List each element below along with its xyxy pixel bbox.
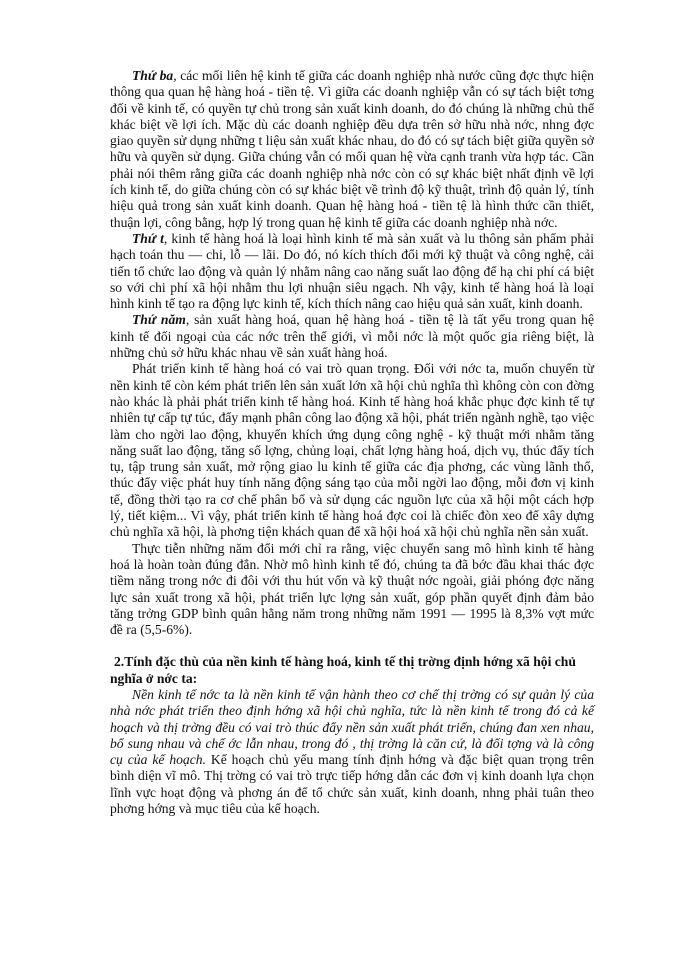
paragraph-closing [110,687,594,817]
closing-normal-text: Kế hoạch chủ yếu mang tính định hớng và đặc biệt quan trọng trên bình diện vĩ mô. Thị trờng có vai trò trực tiếp hớng dẫn các đơn vị kinh doanh lựa chọn lĩnh vực hoạt động và phơng án để tổ chức sản xuất, kinh doanh, nhng phải tuân theo phơng hớng và mục tiêu của kế hoạch. [110,752,594,817]
paragraph-text: Thực tiễn những năm đổi mới chỉ ra rằng, việc chuyển sang mô hình kinh tế hàng hoá là hoàn toàn đúng đắn. Nhờ mô hình kinh tế đó, chúng ta đã bớc đầu khai thác đợc tiềm năng trong nớc đi đôi với thu hút vốn và kỹ thuật nớc ngoài, giải phóng đợc năng lực sản xuất trong xã hội, phát triển lực lợng sản xuất, góp phần quyết định đảm bảo tăng trởng GDP bình quân hằng năm trong những năm 1991 — 1995 là 8,3% vợt mức đề ra (5,5-6%). [110,540,594,638]
paragraph-text: , sản xuất hàng hoá, quan hệ hàng hoá - tiền tệ là tất yếu trong quan hệ kinh tế đối ngoại của các nớc trên thế giới, vì mỗi nớc là một quốc gia riêng biệt, là những chủ sở hữu khác nhau về sản xuất hàng hoá. [110,312,594,361]
paragraph-text: Phát triển kinh tế hàng hoá có vai trò quan trọng. Đối với nớc ta, muốn chuyển từ nền kinh tế còn kém phát triển lên sản xuất lớn xã hội chủ nghĩa thì không còn con đờng nào khác là phải phát triển kinh tế hàng hoá. Kinh tế hàng hoá khắc phục đợc kinh tế tự nhiên tự cấp tự túc, đẩy mạnh phân công lao động xã hội, phát triển ngành nghề, tạo việc làm cho ngời lao động, khuyến khích ứng dụng công nghệ - kỹ thuật mới nhằm tăng năng suất lao động, tăng số lợng, chủng loại, chất lợng hàng hoá, dịch vụ, thúc đẩy tích tụ, tập trung sản xuất, mở rộng giao lu kinh tế giữa các địa phơng, các vùng lãnh thổ, thúc đẩy việc phát huy tính năng động sáng tạo của mỗi ngời lao động, mỗi đơn vị kinh tế, đồng thời tạo ra cơ chế phân bổ và sử dụng các nguồn lực của xã hội một cách hợp lý, tiết kiệm... Vì vậy, phát triển kinh tế hàng hoá đợc coi là chiếc đòn xeo để xây dựng chủ nghĩa xã hội, là phơng tiện khách quan để xã hội hoá xã hội chủ nghĩa nền sản xuất. [110,361,594,540]
paragraph-thu-tu [110,231,594,312]
paragraph-thu-nam [110,312,594,361]
paragraph-lead: Thứ ba [132,68,174,83]
paragraph-thu-ba [110,68,594,231]
document-page [110,68,594,817]
paragraph-lead: Thứ năm [132,312,186,328]
paragraph-text: , kinh tế hàng hoá là loại hình kinh tế mà sản xuất và lu thông sản phẩm phải hạch toán thu — chi, lỗ — lãi. Do đó, nó kích thích đổi mới kỹ thuật và công nghệ, cải tiến tổ chức lao động và quản lý nhằm nâng cao năng suất lao động để hạ chi phí cá biệt so với chi phí xã hội nhằm thu lợi nhuận siêu ngạch. Nh vậy, kinh tế hàng hoá là loại hình kinh tế tạo ra động lực kinh tế, kích thích nâng cao hiệu quả sản xuất, kinh doanh. [110,230,594,312]
paragraph-thuc-tien [110,541,594,639]
paragraph-lead: Thứ t [132,230,164,246]
paragraph-phat-trien [110,361,594,540]
paragraph-text: , các mối liên hệ kinh tế giữa các doanh nghiệp nhà nước cũng đợc thực hiện thông qua quan hệ hàng hoá - tiền tệ. Vì giữa các doanh nghiệp vẫn có sự tách biệt tơng đối về kinh tế, có quyền tự chủ trong sản xuất kinh doanh, do đó chúng là những chủ thể khác biệt về lợi ích. Mặc dù các doanh nghiệp đều dựa trên sở hữu nhà nớc, nhng đợc giao quyền sử dụng những t liệu sản xuất khác nhau, do đó có sự tách biệt giữa quyền sở hữu và quyền sử dụng. Giữa chúng vẫn có mối quan hệ vừa cạnh tranh vừa hợp tác. Cần phải nói thêm rằng giữa các doanh nghiệp nhà nớc còn có sự khác biệt nhất định về lợi ích kinh tế, do giữa chúng còn có sự khác biệt về trình độ kỹ thuật, trình độ quản lý, tính hiệu quả trong sản xuất kinh doanh. Quan hệ hàng hoá - tiền tệ là hình thức cần thiết, thuận lợi, công bằng, hợp lý trong quan hệ kinh tế giữa các doanh nghiệp nhà nớc. [110,68,594,230]
closing-italic-text: Nền kinh tế nớc ta là nền kinh tế vận hành theo cơ chế thị trờng có sự quản lý của nhà nớc phát triển theo định hớng xã hội chủ nghĩa, tức là nền kinh tế trong đó cả kế hoạch và thị trờng đều có vai trò thúc đẩy nền sản xuất phát triển, chúng đan xen nhau, bổ sung nhau và chế ớc lẫn nhau, trong đó , thị trờng là căn cứ, là đối tợng và là công cụ của kế hoạch. [110,686,594,768]
section-heading: 2.Tính đặc thù của nền kinh tế hàng hoá, kinh tế thị trờng định hớng xã hội chủ nghĩa ở nớc ta: [110,654,576,686]
